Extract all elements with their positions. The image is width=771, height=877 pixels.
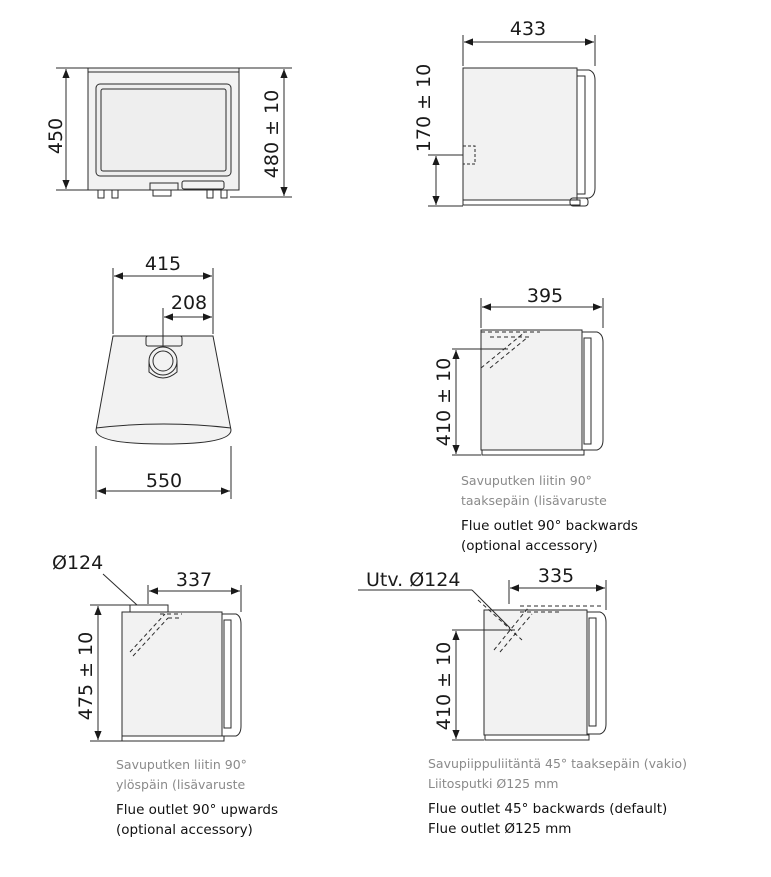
- up90-caption-fi-2: ylöspäin (lisävaruste: [116, 777, 246, 792]
- up90-diameter-label: Ø124: [52, 552, 104, 574]
- rear45-caption-en-1: Flue outlet 45° backwards (default): [428, 801, 668, 817]
- top-view: [96, 268, 231, 499]
- rear90-caption-en-1: Flue outlet 90° backwards: [461, 518, 638, 534]
- up90-body: [122, 612, 222, 736]
- side-view: [428, 35, 595, 206]
- top-bottom-width-label: 550: [145, 470, 183, 492]
- front-height-adj-label: 480 ± 10: [261, 89, 283, 179]
- rear45-view: [358, 580, 606, 740]
- up90-view: [90, 574, 241, 741]
- rear45-caption-fi-1: Savupiippuliitäntä 45° taaksepäin (vakio): [428, 756, 687, 771]
- rear90-view: [452, 298, 603, 455]
- rear90-caption-en-2: (optional accessory): [461, 538, 598, 554]
- top-width-label: 415: [144, 253, 182, 275]
- up90-caption-fi-1: Savuputken liitin 90°: [116, 757, 247, 772]
- up90-height-label: 475 ± 10: [75, 631, 97, 721]
- side-outlet-height-label: 170 ± 10: [413, 63, 435, 153]
- rear90-caption-fi-1: Savuputken liitin 90°: [461, 473, 592, 488]
- side-door: [577, 70, 595, 198]
- rear45-caption-fi-2: Liitosputki Ø125 mm: [428, 776, 559, 791]
- rear90-door: [582, 332, 603, 450]
- rear45-height-label: 410 ± 10: [433, 641, 455, 731]
- rear90-depth-label: 395: [526, 285, 564, 307]
- rear90-caption: [461, 471, 638, 556]
- rear90-caption-fi-2: taaksepäin (lisävaruste: [461, 493, 607, 508]
- side-body: [463, 68, 577, 200]
- rear45-depth-label: 335: [537, 565, 575, 587]
- rear45-body: [484, 610, 587, 735]
- rear90-height-label: 410 ± 10: [433, 357, 455, 447]
- top-outlet-offset-label: 208: [170, 292, 208, 314]
- up90-depth-label: 337: [175, 569, 213, 591]
- top-body: [96, 336, 231, 444]
- rear45-caption: [428, 754, 687, 839]
- up90-caption-en-1: Flue outlet 90° upwards: [116, 802, 278, 818]
- front-height-label: 450: [45, 117, 67, 155]
- rear45-diameter-label: Utv. Ø124: [366, 569, 461, 591]
- up90-caption: [116, 755, 278, 840]
- side-depth-label: 433: [509, 18, 547, 40]
- up90-caption-en-2: (optional accessory): [116, 822, 253, 838]
- front-glass: [96, 84, 231, 176]
- rear45-caption-en-2: Flue outlet Ø125 mm: [428, 821, 572, 837]
- up90-collar: [130, 605, 168, 612]
- front-view: [56, 68, 292, 198]
- rear90-body: [481, 330, 582, 450]
